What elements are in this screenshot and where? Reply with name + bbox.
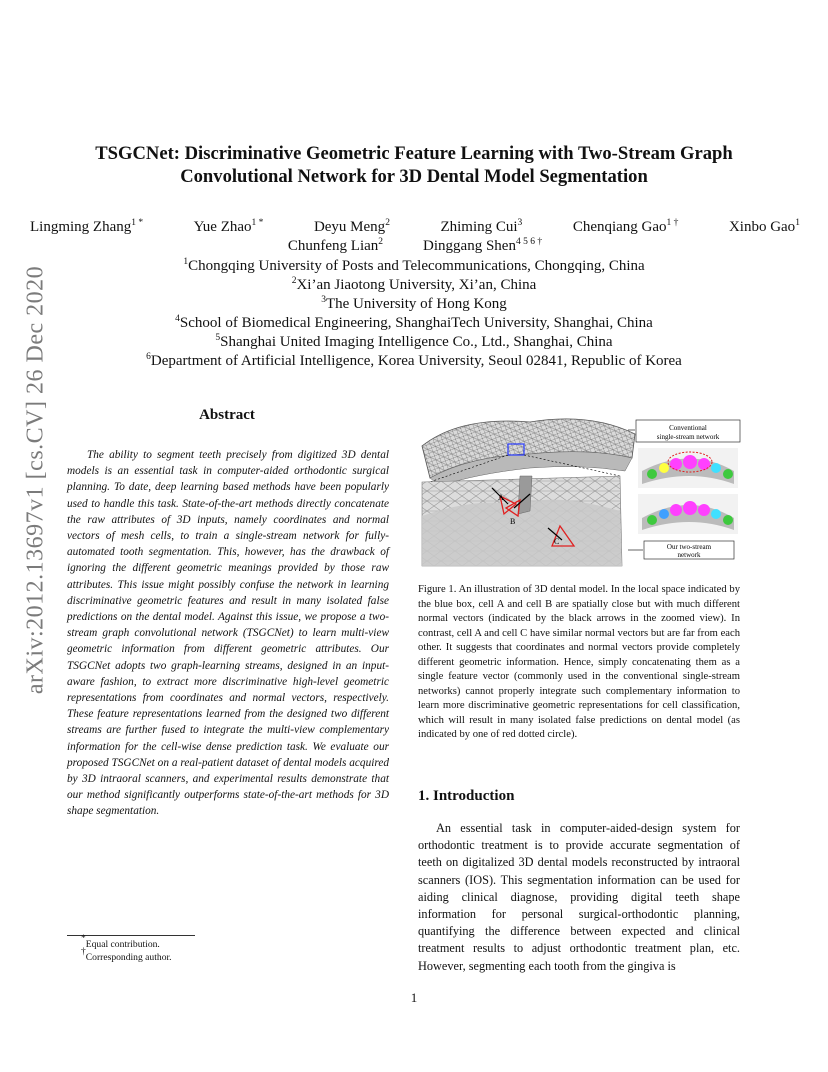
affiliation-text: The University of Hong Kong <box>325 296 507 312</box>
author-affiliation-mark: 1 * <box>251 218 264 228</box>
affiliation-mark: 5 <box>215 333 221 343</box>
footnotes <box>67 934 387 964</box>
affiliation-line <box>60 257 768 276</box>
zoomed-mesh-view <box>422 476 622 566</box>
affiliation-text: Xi’an Jiaotong University, Xi’an, China <box>296 277 537 293</box>
author-name-text: Dinggang Shen <box>423 238 516 254</box>
footnote-rule <box>67 935 195 936</box>
two-stream-prediction <box>638 494 738 534</box>
affiliation-text: Shanghai United Imaging Intelligence Co., Ltd., Shanghai, China <box>220 334 613 350</box>
author-name-text: Chenqiang Gao <box>572 219 667 235</box>
author-name-text: Yue Zhao <box>193 219 252 235</box>
author-name <box>288 237 383 256</box>
affiliation-text: Department of Artificial Intelligence, Korea University, Seoul 02841, Republic of Korea <box>150 353 682 369</box>
two-stream-label-line-2: network <box>677 551 701 559</box>
author-name <box>729 218 800 237</box>
cell-c-label: C <box>554 537 560 546</box>
arxiv-stamp <box>14 265 58 695</box>
affiliation-text: Chongqing University of Posts and Telecommunications, Chongqing, China <box>188 258 645 274</box>
introduction-body <box>418 820 740 975</box>
affiliation-list <box>60 257 768 371</box>
affiliation-mark: 4 <box>175 314 180 324</box>
paper-title <box>60 142 768 188</box>
introduction-heading: 1. Introduction <box>418 788 515 804</box>
introduction-text: An essential task in computer-aided-design system for orthodontic treatment is to provide accurate segmentation of teeth on digitalized 3D dental models reconstructed by intraoral scanners (IOS). This segmentation information can be used for aiding clinical diagnose, providing digital teeth shape information for personal surgical-orthodontic planning, quantifying the difference between expected and clinical treatment results to adjust orthodontic treatment plan, etc. However, segmenting each tooth from the gingiva is <box>418 821 740 973</box>
cell-a-label: A <box>498 493 504 502</box>
affiliation-mark: 3 <box>321 295 326 305</box>
conventional-label-line-2: single-stream network <box>656 433 720 441</box>
author-name <box>30 218 143 237</box>
figure-1-caption: Figure 1. An illustration of 3D dental model. In the local space indicated by the blue box, cell A and cell B are spatially close but with much different normal vectors (indicated by the black arrows in the zoomed view). In contrast, cell A and cell C have similar normal vectors but are far from each other. It suggests that coordinates and normal vectors provide completely different geometric information. Hence, simply concatenating them as a single feature vector (commonly used in the conventional single-stream networks) cannot properly integrate such complementary information to learn more discriminative geometric representations for cell classification, which will result in many isolated false predictions on dental model (as indicated by one of red dotted circle). <box>418 584 740 740</box>
author-affiliation-mark: 1 * <box>131 218 144 228</box>
author-affiliation-mark: 2 <box>378 237 384 247</box>
footnote <box>67 934 387 952</box>
title-line-2: Convolutional Network for 3D Dental Model Segmentation <box>180 166 648 187</box>
affiliation-mark: 6 <box>146 352 151 362</box>
author-name <box>194 218 264 237</box>
author-affiliation-mark: 2 <box>385 218 390 228</box>
author-name-text: Chunfeng Lian <box>287 238 379 254</box>
author-name <box>314 218 390 237</box>
two-stream-label-line-1: Our two-stream <box>666 543 712 551</box>
affiliation-text: School of Biomedical Engineering, ShanghaiTech University, Shanghai, China <box>179 315 653 331</box>
affiliation-line <box>60 333 768 352</box>
author-name <box>573 218 679 237</box>
affiliation-line <box>60 295 768 314</box>
abstract-heading: Abstract <box>199 407 255 423</box>
author-name-text: Deyu Meng <box>313 219 386 235</box>
footnote-mark: * <box>81 934 86 944</box>
abstract-body <box>67 447 389 820</box>
author-name <box>423 237 542 256</box>
author-affiliation-mark: 3 <box>517 218 523 228</box>
arxiv-stamp-text: arXiv:2012.13697v1 [cs.CV] 26 Dec 2020 <box>22 265 49 695</box>
author-name-text: Zhiming Cui <box>440 219 518 235</box>
author-row-2 <box>30 237 800 256</box>
page-number: 1 <box>410 990 418 1005</box>
affiliation-mark: 1 <box>183 257 189 267</box>
footnote-mark: † <box>81 946 86 957</box>
author-affiliation-mark: 1 <box>795 218 800 228</box>
cell-b-label: B <box>510 517 516 526</box>
conventional-label-line-1: Conventional <box>669 424 707 432</box>
author-list <box>30 218 800 256</box>
affiliation-mark: 2 <box>291 276 297 286</box>
author-name <box>440 218 522 237</box>
title-line-1: TSGCNet: Discriminative Geometric Feature Learning with Two-Stream Graph <box>95 143 733 164</box>
author-name-text: Lingming Zhang <box>30 219 132 235</box>
conventional-prediction <box>638 448 738 488</box>
figure-1 <box>420 416 744 571</box>
author-name-text: Xinbo Gao <box>728 219 796 235</box>
dental-model-illustration <box>420 416 744 571</box>
footnote-text: Equal contribution. <box>85 939 160 950</box>
affiliation-line <box>60 276 768 295</box>
author-affiliation-mark: 4 5 6 † <box>515 237 543 247</box>
author-affiliation-mark: 1 † <box>666 218 679 228</box>
footnote <box>67 946 387 965</box>
abstract-text: The ability to segment teeth precisely from digitized 3D dental models is an essential task in computer-aided orthodontic surgical planning. To date, deep learning based methods have been popularly used to handle this task. State-of-the-art methods directly concatenate the raw attributes of 3D inputs, namely coordinates and normal vectors of mesh cells, to train a single-stream network for fully-automated tooth segmentation. This, however, has the drawback of ignoring the different geometric meanings provided by those raw attributes. This issue might possibly confuse the network in learning discriminative geometric features and result in many isolated false predictions on the dental model. Against this issue, we propose a two-stream graph convolutional network (TSGCNet) to learn multi-view geometric information from different geometric attributes. Our TSGCNet adopts two graph-learning streams, designed in an input-aware fashion, to extract more discriminative high-level geometric representations from coordinates and normal vectors, respectively. These feature representations learned from the designed two different streams are further fused to integrate the multi-view complementary information for the cell-wise dense prediction task. We evaluate our proposed TSGCNet on a real-patient dataset of dental models acquired by 3D intraoral scanners, and experimental results demonstrate that our method significantly outperforms state-of-the-art methods for 3D shape segmentation. <box>67 449 389 818</box>
affiliation-line <box>60 314 768 333</box>
author-row-1 <box>30 218 800 237</box>
footnote-text: Corresponding author. <box>85 951 172 963</box>
affiliation-line <box>60 352 768 371</box>
